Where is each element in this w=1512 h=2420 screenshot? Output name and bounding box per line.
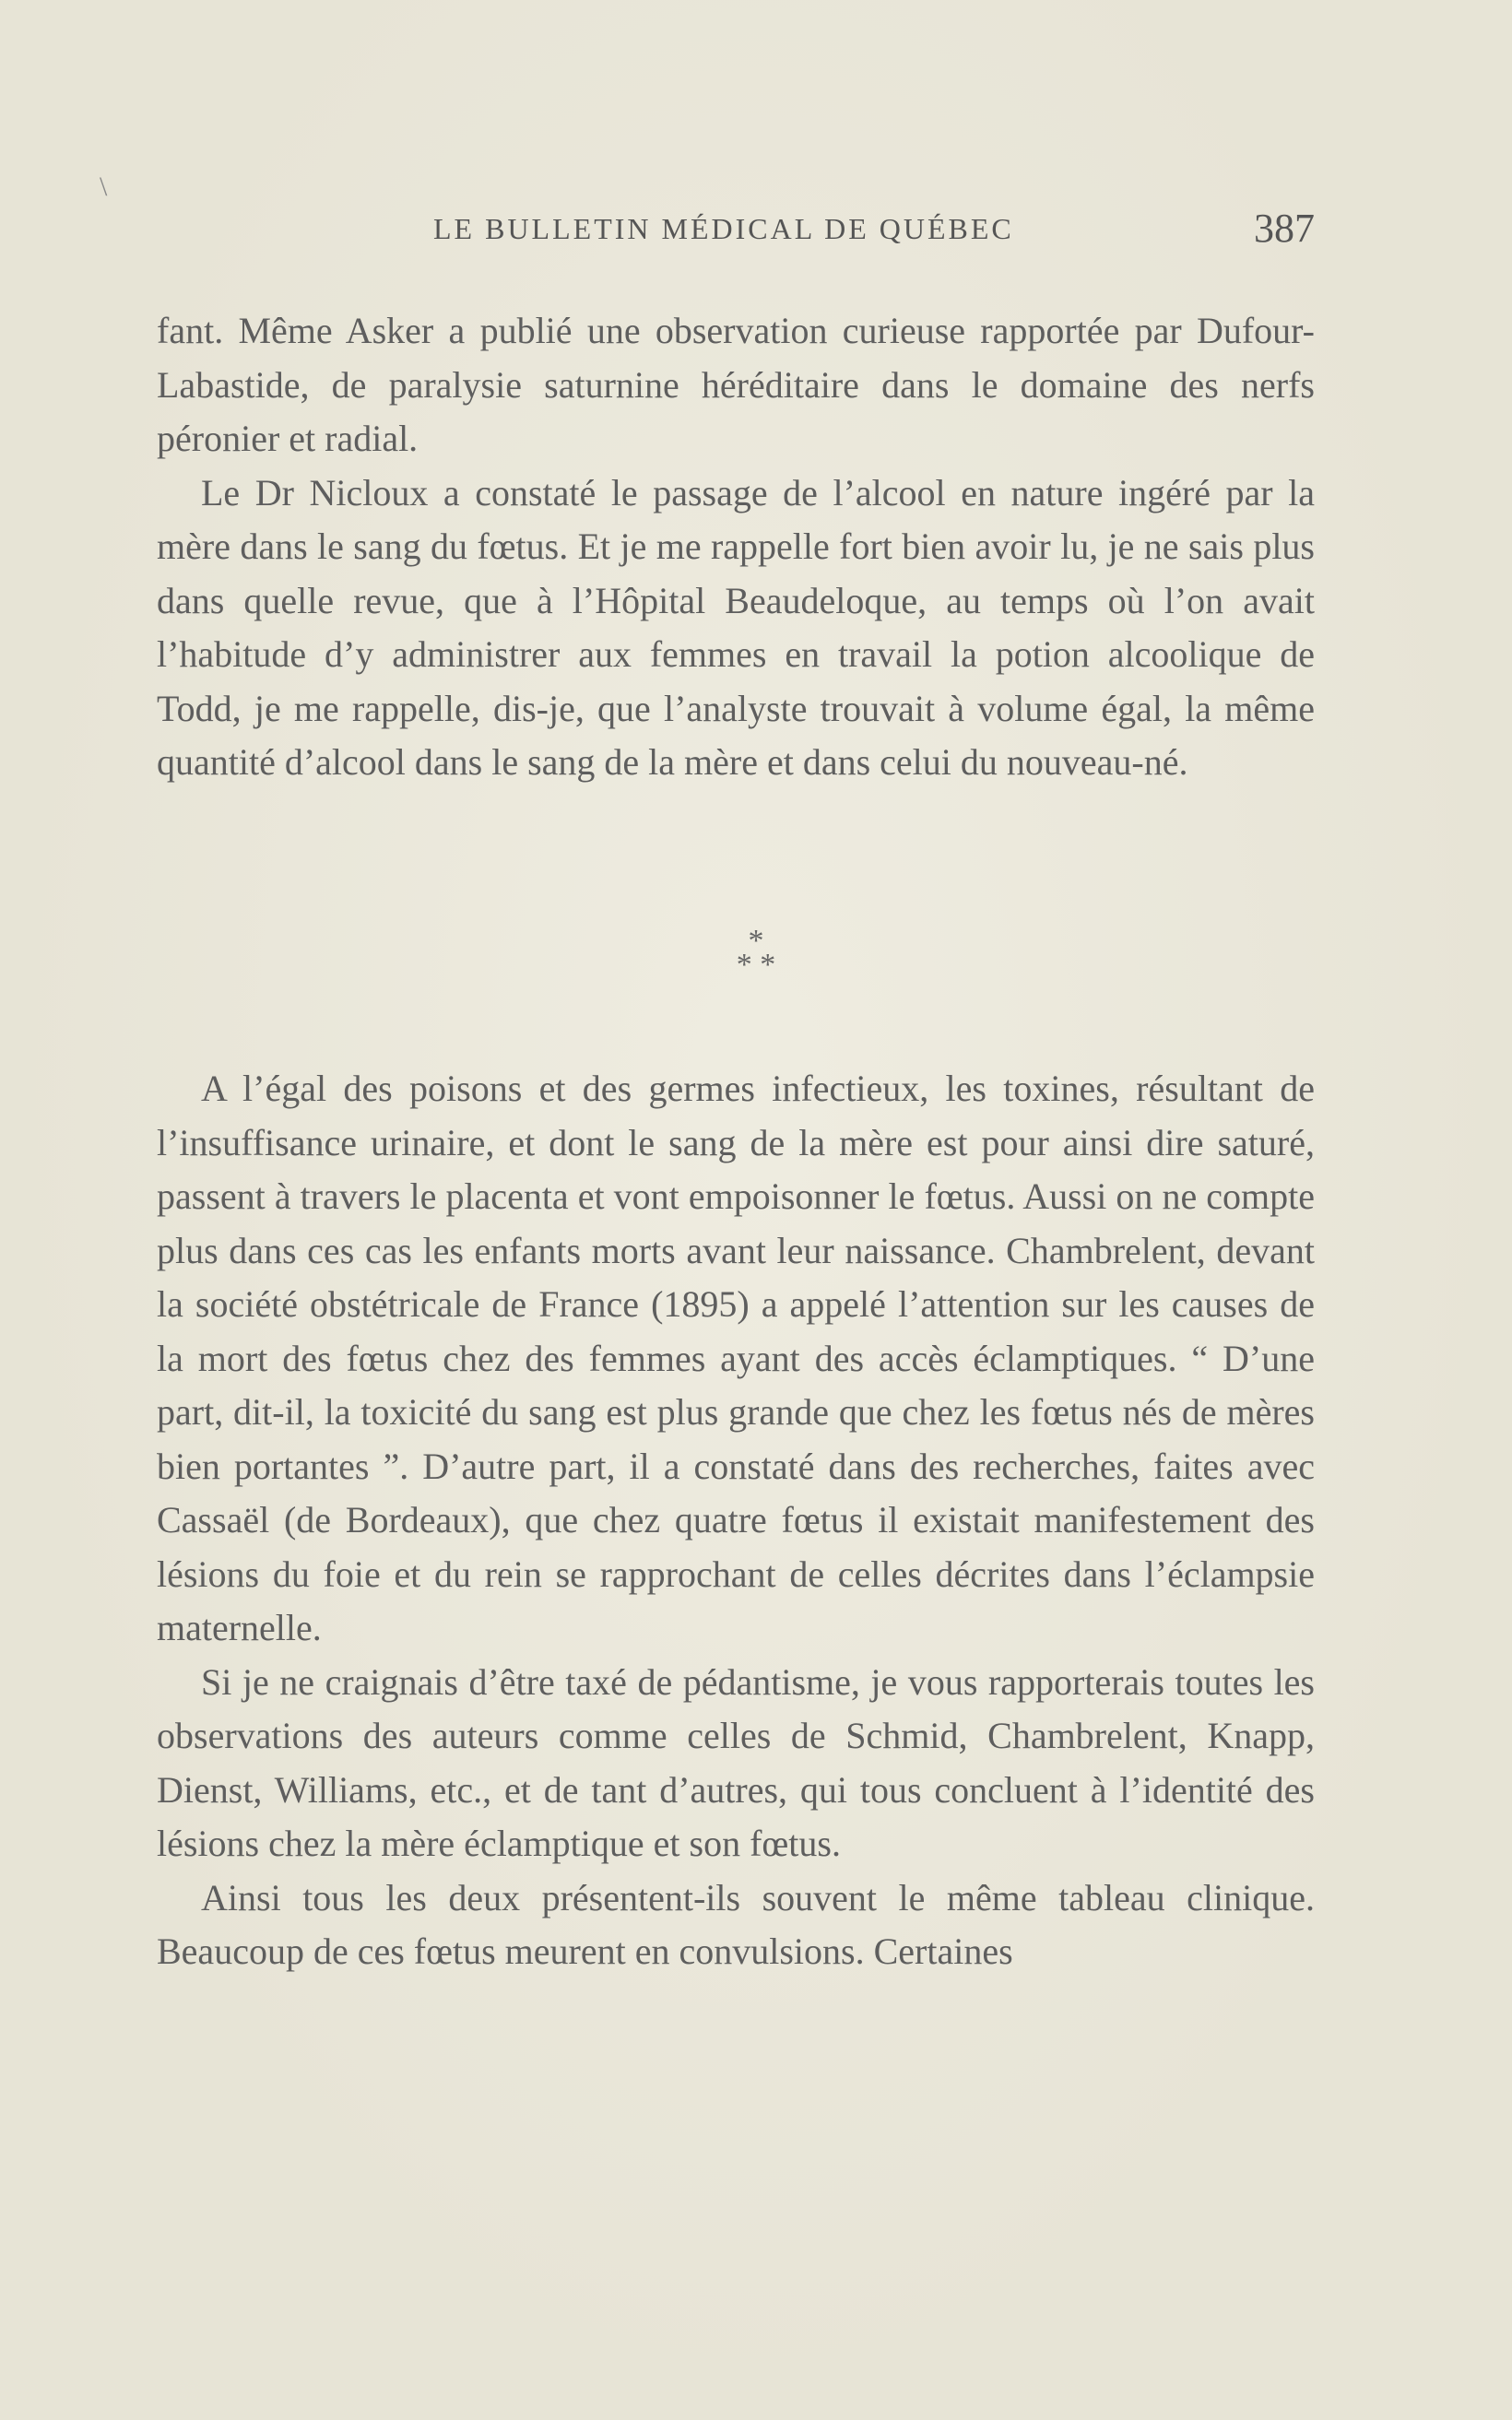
text-block-bottom (157, 1062, 1315, 1979)
page-number: 387 (1254, 206, 1315, 251)
text-block-top (157, 304, 1315, 790)
separator-stars-bottom: * * (736, 948, 776, 982)
stray-mark: \ (100, 171, 108, 202)
paragraph: Ainsi tous les deux présentent-ils souvent le même tableau clinique. Beaucoup de ces fœtus meurent en convulsions. Certaines (157, 1876, 1315, 1972)
section-separator (0, 924, 1512, 982)
page-header (157, 205, 1315, 260)
separator-star-top: * (748, 924, 764, 958)
paragraph: Le Dr Nicloux a constaté le passage de l’alcool en nature ingéré par la mère dans le sang du fœtus. Et je me rappelle fort bien avoir lu, je ne sais plus dans quelle revue, que à l’Hôpital Beaudeloque, au temps où l’on avait l’habitude d’y administrer aux femmes en travail la potion alcoolique de Todd, je me rappelle, dis-je, que l’analyste trouvait à volume égal, la même quantité d’alcool dans le sang de la mère et dans celui du nouveau-né. (157, 471, 1315, 783)
paragraph: fant. Même Asker a publié une observation curieuse rapportée par Dufour-Labastide, de paralysie saturnine héréditaire dans le domaine des nerfs péronier et radial. (157, 310, 1315, 459)
running-head: LE BULLETIN MÉDICAL DE QUÉBEC (433, 212, 1014, 245)
paragraph: Si je ne craignais d’être taxé de pédantisme, je vous rapporterais toutes les observations des auteurs comme celles de Schmid, Chambrelent, Knapp, Dienst, Williams, etc., et de tant d’autres, qui tous concluent à l’identité des lésions chez la mère éclamptique et son fœtus. (157, 1660, 1315, 1864)
paragraph: A l’égal des poisons et des germes infectieux, les toxines, résultant de l’insuffisance urinaire, et dont le sang de la mère est pour ainsi dire saturé, passent à travers le placenta et vont empoisonner le fœtus. Aussi on ne compte plus dans ces cas les enfants morts avant leur naissance. Chambrelent, devant la société obstétricale de France (1895) a appelé l’attention sur les causes de la mort des fœtus chez des femmes ayant des accès éclamptiques. “ D’une part, dit-il, la toxicité du sang est plus grande que chez les fœtus nés de mères bien portantes ”. D’autre part, il a constaté dans des recherches, faites avec Cassaël (de Bordeaux), que chez quatre fœtus il existait manifestement des lésions du foie et du rein se rapprochant de celles décrites dans l’éclampsie maternelle. (157, 1068, 1315, 1648)
